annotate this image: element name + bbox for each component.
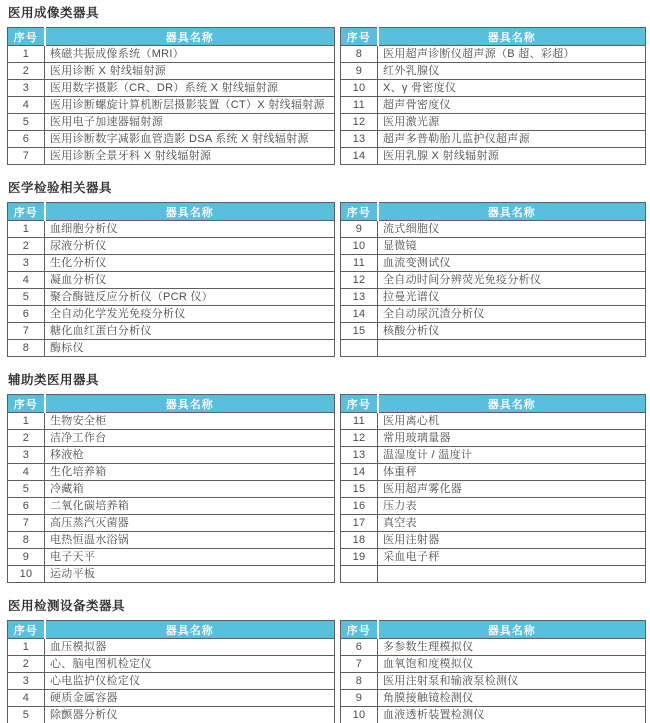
device-name-cell: X、γ 骨密度仪 bbox=[378, 80, 646, 97]
name-column-header: 器具名称 bbox=[45, 28, 335, 46]
section-3 bbox=[7, 373, 646, 583]
row-index-cell: 6 bbox=[341, 639, 378, 656]
section-1 bbox=[7, 6, 646, 165]
table-row bbox=[341, 306, 646, 323]
device-name-cell: 核磁共振成像系统（MRI） bbox=[45, 46, 335, 63]
row-index-cell: 12 bbox=[341, 272, 378, 289]
row-index-cell: 2 bbox=[8, 656, 45, 673]
table-row bbox=[341, 532, 646, 549]
index-column-header: 序号 bbox=[8, 621, 45, 639]
device-name-cell: 心电监护仪检定仪 bbox=[45, 673, 335, 690]
row-index-cell: 6 bbox=[8, 306, 45, 323]
table-row bbox=[8, 430, 335, 447]
device-name-cell: 常用玻璃量器 bbox=[378, 430, 646, 447]
row-index-cell: 11 bbox=[341, 413, 378, 430]
device-name-cell: 尿液分析仪 bbox=[45, 238, 335, 255]
table-row bbox=[8, 272, 335, 289]
device-name-cell: 超声骨密度仪 bbox=[378, 97, 646, 114]
table-row bbox=[341, 549, 646, 566]
table-row bbox=[341, 656, 646, 673]
device-name-cell: 医用激光源 bbox=[378, 114, 646, 131]
table-row bbox=[8, 323, 335, 340]
name-column-header: 器具名称 bbox=[378, 28, 646, 46]
device-name-cell: 医用离心机 bbox=[378, 413, 646, 430]
row-index-cell: 13 bbox=[341, 289, 378, 306]
name-column-header: 器具名称 bbox=[45, 395, 335, 413]
header-row bbox=[341, 28, 646, 46]
table-row bbox=[341, 464, 646, 481]
row-index-cell: 7 bbox=[8, 515, 45, 532]
left-device-table bbox=[7, 202, 335, 357]
row-index-cell: 14 bbox=[341, 464, 378, 481]
device-name-cell: 采血电子秤 bbox=[378, 549, 646, 566]
row-index-cell: 3 bbox=[8, 447, 45, 464]
row-index-cell: 8 bbox=[8, 340, 45, 357]
section-title: 辅助类医用器具 bbox=[8, 373, 100, 387]
table-row bbox=[341, 114, 646, 131]
device-name-cell: 全自动时间分辨荧光免疫分析仪 bbox=[378, 272, 646, 289]
section-title: 医用检测设备类器具 bbox=[8, 599, 126, 613]
device-name-cell: 电子天平 bbox=[45, 549, 335, 566]
row-index-cell: 6 bbox=[8, 131, 45, 148]
header-row bbox=[8, 395, 335, 413]
row-index-cell: 7 bbox=[8, 148, 45, 165]
row-index-cell: 4 bbox=[8, 97, 45, 114]
device-name-cell: 二氧化碳培养箱 bbox=[45, 498, 335, 515]
table-row bbox=[341, 447, 646, 464]
table-row bbox=[8, 566, 335, 583]
table-row bbox=[8, 148, 335, 165]
right-device-table bbox=[340, 202, 646, 357]
table-row bbox=[341, 238, 646, 255]
row-index-cell: 2 bbox=[8, 238, 45, 255]
device-name-cell: 运动平板 bbox=[45, 566, 335, 583]
device-name-cell: 生物安全柜 bbox=[45, 413, 335, 430]
section-2 bbox=[7, 181, 646, 357]
table-row bbox=[341, 221, 646, 238]
table-row bbox=[8, 46, 335, 63]
table-row bbox=[8, 340, 335, 357]
name-column-header: 器具名称 bbox=[378, 203, 646, 221]
device-name-cell: 血氧饱和度模拟仪 bbox=[378, 656, 646, 673]
device-name-cell: 全自动化学发光免疫分析仪 bbox=[45, 306, 335, 323]
device-name-cell: 医用数字摄影（CR、DR）系统 X 射线辐射源 bbox=[45, 80, 335, 97]
device-name-cell: 体重秤 bbox=[378, 464, 646, 481]
device-name-cell: 洁净工作台 bbox=[45, 430, 335, 447]
row-index-cell: 8 bbox=[341, 673, 378, 690]
device-name-cell: 红外乳腺仪 bbox=[378, 63, 646, 80]
device-name-cell: 多参数生理模拟仪 bbox=[378, 639, 646, 656]
table-row bbox=[341, 566, 646, 583]
device-name-cell: 血液透析装置检测仪 bbox=[378, 707, 646, 723]
device-name-cell: 压力表 bbox=[378, 498, 646, 515]
table-row bbox=[341, 413, 646, 430]
row-index-cell: 8 bbox=[8, 532, 45, 549]
section-title: 医用成像类器具 bbox=[8, 6, 100, 20]
device-name-cell: 硬质金属容器 bbox=[45, 690, 335, 707]
table-row bbox=[8, 532, 335, 549]
row-index-cell: 1 bbox=[8, 413, 45, 430]
table-row bbox=[8, 221, 335, 238]
device-name-cell: 医用乳腺 X 射线辐射源 bbox=[378, 148, 646, 165]
table-row bbox=[8, 481, 335, 498]
row-index-cell: 9 bbox=[341, 221, 378, 238]
row-index-cell: 11 bbox=[341, 97, 378, 114]
header-row bbox=[8, 621, 335, 639]
row-index-cell: 3 bbox=[8, 255, 45, 272]
left-device-table bbox=[7, 620, 335, 723]
device-name-cell: 医用诊断螺旋计算机断层摄影装置（CT）X 射线辐射源 bbox=[45, 97, 335, 114]
table-row bbox=[8, 413, 335, 430]
device-name-cell: 医用注射器 bbox=[378, 532, 646, 549]
index-column-header: 序号 bbox=[341, 395, 378, 413]
table-row bbox=[8, 80, 335, 97]
header-row bbox=[8, 28, 335, 46]
table-row bbox=[8, 549, 335, 566]
row-index-cell: 10 bbox=[341, 238, 378, 255]
device-name-cell: 医用诊断 X 射线辐射源 bbox=[45, 63, 335, 80]
table-row bbox=[341, 97, 646, 114]
header-row bbox=[341, 621, 646, 639]
row-index-cell: 9 bbox=[341, 690, 378, 707]
table-row bbox=[8, 464, 335, 481]
device-name-cell: 医用诊断全景牙科 X 射线辐射源 bbox=[45, 148, 335, 165]
table-row bbox=[341, 80, 646, 97]
row-index-cell: 3 bbox=[8, 673, 45, 690]
row-index-cell: 5 bbox=[8, 114, 45, 131]
row-index-cell: 6 bbox=[8, 498, 45, 515]
table-row bbox=[8, 673, 335, 690]
table-row bbox=[8, 690, 335, 707]
table-row bbox=[341, 639, 646, 656]
header-row bbox=[8, 203, 335, 221]
row-index-cell: 10 bbox=[8, 566, 45, 583]
row-index-cell: 4 bbox=[8, 464, 45, 481]
table-row bbox=[341, 289, 646, 306]
name-column-header: 器具名称 bbox=[45, 621, 335, 639]
row-index-cell: 1 bbox=[8, 221, 45, 238]
device-name-cell: 心、脑电图机检定仪 bbox=[45, 656, 335, 673]
name-column-header: 器具名称 bbox=[378, 395, 646, 413]
row-index-cell: 5 bbox=[8, 289, 45, 306]
device-name-cell: 血细胞分析仪 bbox=[45, 221, 335, 238]
table-row bbox=[8, 97, 335, 114]
row-index-cell: 8 bbox=[341, 46, 378, 63]
row-index-cell: 15 bbox=[341, 323, 378, 340]
table-row bbox=[341, 340, 646, 357]
device-name-cell: 核酸分析仪 bbox=[378, 323, 646, 340]
device-name-cell: 全自动尿沉渣分析仪 bbox=[378, 306, 646, 323]
device-name-cell: 超声多普勒胎儿监护仪超声源 bbox=[378, 131, 646, 148]
index-column-header: 序号 bbox=[341, 621, 378, 639]
table-row bbox=[8, 515, 335, 532]
header-row bbox=[341, 395, 646, 413]
device-name-cell: 显微镜 bbox=[378, 238, 646, 255]
row-index-cell: 5 bbox=[8, 707, 45, 723]
device-name-cell: 移液枪 bbox=[45, 447, 335, 464]
row-index-cell bbox=[341, 566, 378, 583]
section-tables bbox=[7, 27, 646, 165]
table-row bbox=[8, 255, 335, 272]
row-index-cell bbox=[341, 340, 378, 357]
row-index-cell: 15 bbox=[341, 481, 378, 498]
device-name-cell: 聚合酶链反应分析仪（PCR 仪） bbox=[45, 289, 335, 306]
row-index-cell: 2 bbox=[8, 63, 45, 80]
section-tables bbox=[7, 394, 646, 583]
device-name-cell: 温湿度计 / 温度计 bbox=[378, 447, 646, 464]
device-name-cell: 冷藏箱 bbox=[45, 481, 335, 498]
table-row bbox=[8, 707, 335, 723]
section-title: 医学检验相关器具 bbox=[8, 181, 113, 195]
sections-root bbox=[7, 6, 646, 723]
index-column-header: 序号 bbox=[341, 28, 378, 46]
device-name-cell: 血压模拟器 bbox=[45, 639, 335, 656]
table-row bbox=[341, 673, 646, 690]
left-device-table bbox=[7, 394, 335, 583]
device-name-cell: 生化培养箱 bbox=[45, 464, 335, 481]
table-row bbox=[8, 306, 335, 323]
header-row bbox=[341, 203, 646, 221]
row-index-cell: 19 bbox=[341, 549, 378, 566]
device-name-cell: 血流变测试仪 bbox=[378, 255, 646, 272]
section-tables bbox=[7, 620, 646, 723]
device-name-cell: 高压蒸汽灭菌器 bbox=[45, 515, 335, 532]
table-row bbox=[8, 289, 335, 306]
device-name-cell: 真空表 bbox=[378, 515, 646, 532]
right-device-table bbox=[340, 394, 646, 583]
row-index-cell: 10 bbox=[341, 80, 378, 97]
row-index-cell: 12 bbox=[341, 430, 378, 447]
row-index-cell: 18 bbox=[341, 532, 378, 549]
name-column-header: 器具名称 bbox=[45, 203, 335, 221]
table-row bbox=[8, 114, 335, 131]
table-row bbox=[341, 498, 646, 515]
row-index-cell: 7 bbox=[8, 323, 45, 340]
device-name-cell: 除颤器分析仪 bbox=[45, 707, 335, 723]
row-index-cell: 3 bbox=[8, 80, 45, 97]
table-row bbox=[8, 498, 335, 515]
table-row bbox=[8, 238, 335, 255]
row-index-cell: 1 bbox=[8, 639, 45, 656]
index-column-header: 序号 bbox=[341, 203, 378, 221]
device-name-cell: 医用注射泵和输液泵检测仪 bbox=[378, 673, 646, 690]
device-name-cell bbox=[378, 566, 646, 583]
row-index-cell: 4 bbox=[8, 272, 45, 289]
table-row bbox=[8, 63, 335, 80]
table-row bbox=[341, 255, 646, 272]
row-index-cell: 14 bbox=[341, 306, 378, 323]
left-device-table bbox=[7, 27, 335, 165]
row-index-cell: 1 bbox=[8, 46, 45, 63]
row-index-cell: 5 bbox=[8, 481, 45, 498]
row-index-cell: 13 bbox=[341, 131, 378, 148]
row-index-cell: 10 bbox=[341, 707, 378, 723]
device-name-cell: 拉曼光谱仪 bbox=[378, 289, 646, 306]
device-name-cell: 角膜接触镜检测仪 bbox=[378, 690, 646, 707]
device-name-cell: 酶标仪 bbox=[45, 340, 335, 357]
table-row bbox=[8, 131, 335, 148]
table-row bbox=[341, 515, 646, 532]
table-row bbox=[341, 131, 646, 148]
table-row bbox=[8, 447, 335, 464]
name-column-header: 器具名称 bbox=[378, 621, 646, 639]
device-name-cell: 医用超声诊断仪超声源（B 超、彩超） bbox=[378, 46, 646, 63]
row-index-cell: 14 bbox=[341, 148, 378, 165]
row-index-cell: 4 bbox=[8, 690, 45, 707]
row-index-cell: 16 bbox=[341, 498, 378, 515]
table-row bbox=[341, 46, 646, 63]
row-index-cell: 7 bbox=[341, 656, 378, 673]
table-row bbox=[341, 148, 646, 165]
section-tables bbox=[7, 202, 646, 357]
device-name-cell: 电热恒温水浴锅 bbox=[45, 532, 335, 549]
device-name-cell: 医用电子加速器辐射源 bbox=[45, 114, 335, 131]
table-row bbox=[341, 272, 646, 289]
section-4 bbox=[7, 599, 646, 723]
row-index-cell: 2 bbox=[8, 430, 45, 447]
row-index-cell: 12 bbox=[341, 114, 378, 131]
table-row bbox=[341, 323, 646, 340]
table-row bbox=[341, 63, 646, 80]
table-row bbox=[341, 690, 646, 707]
table-row bbox=[8, 639, 335, 656]
row-index-cell: 13 bbox=[341, 447, 378, 464]
row-index-cell: 9 bbox=[8, 549, 45, 566]
device-name-cell: 糖化血红蛋白分析仪 bbox=[45, 323, 335, 340]
device-name-cell: 生化分析仪 bbox=[45, 255, 335, 272]
row-index-cell: 11 bbox=[341, 255, 378, 272]
index-column-header: 序号 bbox=[8, 28, 45, 46]
table-row bbox=[341, 481, 646, 498]
device-name-cell: 凝血分析仪 bbox=[45, 272, 335, 289]
right-device-table bbox=[340, 620, 646, 723]
table-row bbox=[341, 707, 646, 723]
index-column-header: 序号 bbox=[8, 203, 45, 221]
device-name-cell: 医用超声雾化器 bbox=[378, 481, 646, 498]
device-name-cell bbox=[378, 340, 646, 357]
table-row bbox=[8, 656, 335, 673]
table-row bbox=[341, 430, 646, 447]
device-name-cell: 流式细胞仪 bbox=[378, 221, 646, 238]
row-index-cell: 17 bbox=[341, 515, 378, 532]
right-device-table bbox=[340, 27, 646, 165]
device-name-cell: 医用诊断数字减影血管造影 DSA 系统 X 射线辐射源 bbox=[45, 131, 335, 148]
index-column-header: 序号 bbox=[8, 395, 45, 413]
row-index-cell: 9 bbox=[341, 63, 378, 80]
